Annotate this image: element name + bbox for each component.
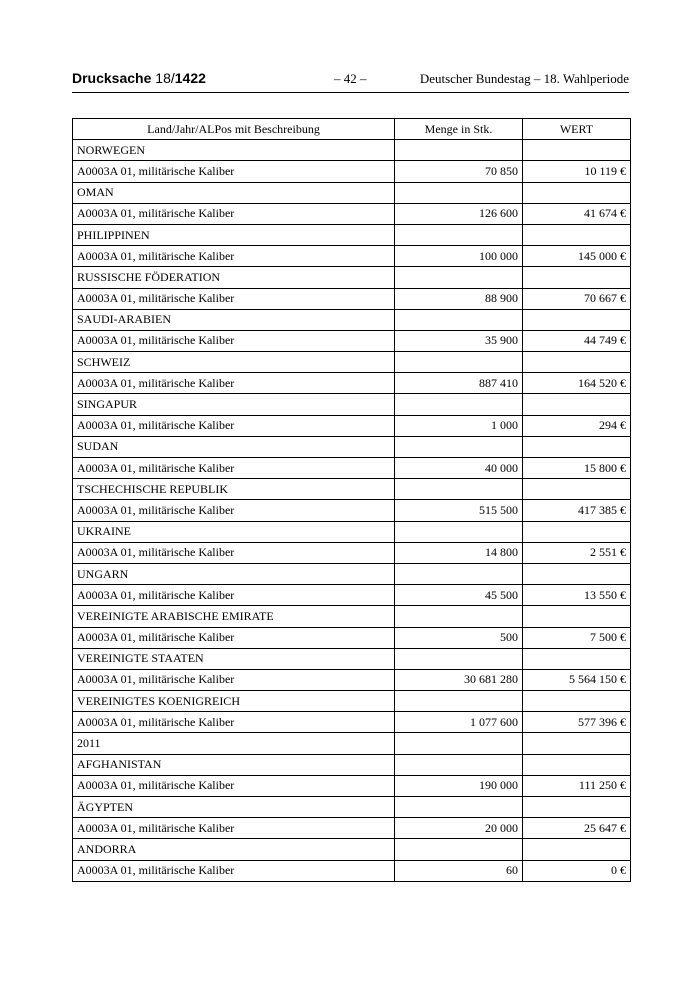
cell-description: TSCHECHISCHE REPUBLIK [73, 479, 395, 500]
cell-quantity [395, 224, 523, 245]
cell-quantity [395, 733, 523, 754]
cell-value: 2 551 € [523, 542, 631, 563]
cell-value: 13 550 € [523, 585, 631, 606]
cell-quantity: 100 000 [395, 246, 523, 267]
cell-description: PHILIPPINEN [73, 224, 395, 245]
cell-value: 0 € [523, 860, 631, 881]
table-row [73, 733, 631, 754]
cell-description: RUSSISCHE FÖDERATION [73, 267, 395, 288]
cell-quantity: 14 800 [395, 542, 523, 563]
cell-quantity: 515 500 [395, 500, 523, 521]
cell-description: A0003A 01, militärische Kaliber [73, 458, 395, 479]
table-row [73, 860, 631, 881]
cell-description: A0003A 01, militärische Kaliber [73, 627, 395, 648]
cell-quantity [395, 606, 523, 627]
cell-quantity [395, 140, 523, 161]
cell-description: VEREINIGTE STAATEN [73, 648, 395, 669]
page-header [72, 70, 629, 93]
table-row [73, 373, 631, 394]
cell-description: NORWEGEN [73, 140, 395, 161]
cell-value [523, 182, 631, 203]
document-reference [72, 70, 206, 86]
cell-quantity [395, 479, 523, 500]
cell-value: 70 667 € [523, 288, 631, 309]
cell-quantity [395, 309, 523, 330]
table-row [73, 648, 631, 669]
cell-quantity: 126 600 [395, 203, 523, 224]
cell-description: ÄGYPTEN [73, 797, 395, 818]
cell-value [523, 479, 631, 500]
table-row [73, 309, 631, 330]
column-header-quantity: Menge in Stk. [395, 119, 523, 140]
table-row [73, 267, 631, 288]
cell-quantity [395, 394, 523, 415]
cell-value: 164 520 € [523, 373, 631, 394]
table-header-row [73, 119, 631, 140]
cell-description: A0003A 01, militärische Kaliber [73, 246, 395, 267]
table-row [73, 585, 631, 606]
cell-quantity [395, 648, 523, 669]
table-row [73, 415, 631, 436]
cell-value [523, 839, 631, 860]
cell-quantity [395, 797, 523, 818]
table-row [73, 669, 631, 690]
cell-quantity: 190 000 [395, 775, 523, 796]
table-row [73, 775, 631, 796]
table-row [73, 330, 631, 351]
cell-quantity [395, 754, 523, 775]
cell-value [523, 754, 631, 775]
cell-description: A0003A 01, militärische Kaliber [73, 669, 395, 690]
cell-value: 294 € [523, 415, 631, 436]
table-row [73, 161, 631, 182]
cell-quantity: 30 681 280 [395, 669, 523, 690]
table-row [73, 288, 631, 309]
cell-value [523, 140, 631, 161]
cell-description: A0003A 01, militärische Kaliber [73, 415, 395, 436]
cell-value [523, 436, 631, 457]
cell-value [523, 733, 631, 754]
cell-value [523, 563, 631, 584]
table-row [73, 627, 631, 648]
cell-quantity: 70 850 [395, 161, 523, 182]
table-row [73, 797, 631, 818]
cell-value [523, 224, 631, 245]
cell-quantity [395, 267, 523, 288]
cell-value [523, 352, 631, 373]
institution-label: Deutscher Bundestag – 18. Wahlperiode [419, 71, 629, 86]
cell-value: 417 385 € [523, 500, 631, 521]
cell-description: A0003A 01, militärische Kaliber [73, 500, 395, 521]
table-row [73, 458, 631, 479]
table-row [73, 542, 631, 563]
cell-value: 25 647 € [523, 818, 631, 839]
cell-description: A0003A 01, militärische Kaliber [73, 860, 395, 881]
table-row [73, 521, 631, 542]
cell-description: A0003A 01, militärische Kaliber [73, 373, 395, 394]
cell-quantity [395, 436, 523, 457]
table-row [73, 754, 631, 775]
table-row [73, 606, 631, 627]
cell-value: 44 749 € [523, 330, 631, 351]
cell-description: SCHWEIZ [73, 352, 395, 373]
cell-value: 5 564 150 € [523, 669, 631, 690]
table-body [73, 140, 631, 882]
cell-value: 145 000 € [523, 246, 631, 267]
table-row [73, 436, 631, 457]
cell-value: 577 396 € [523, 712, 631, 733]
doc-label: Drucksache [72, 70, 152, 86]
cell-description: UNGARN [73, 563, 395, 584]
table-row [73, 691, 631, 712]
cell-description: A0003A 01, militärische Kaliber [73, 542, 395, 563]
cell-description: A0003A 01, militärische Kaliber [73, 288, 395, 309]
cell-quantity: 88 900 [395, 288, 523, 309]
cell-description: AFGHANISTAN [73, 754, 395, 775]
cell-value [523, 309, 631, 330]
cell-description: A0003A 01, militärische Kaliber [73, 818, 395, 839]
export-table [72, 118, 631, 882]
cell-description: SUDAN [73, 436, 395, 457]
column-header-description: Land/Jahr/ALPos mit Beschreibung [73, 119, 395, 140]
cell-quantity: 20 000 [395, 818, 523, 839]
doc-number-plain: 18/ [155, 70, 175, 86]
cell-description: A0003A 01, militärische Kaliber [73, 585, 395, 606]
cell-description: A0003A 01, militärische Kaliber [73, 775, 395, 796]
cell-quantity: 500 [395, 627, 523, 648]
page-number: – 42 – [334, 71, 367, 86]
table-row [73, 246, 631, 267]
cell-value: 15 800 € [523, 458, 631, 479]
cell-quantity: 45 500 [395, 585, 523, 606]
table-row [73, 839, 631, 860]
cell-description: OMAN [73, 182, 395, 203]
cell-description: A0003A 01, militärische Kaliber [73, 203, 395, 224]
table-row [73, 203, 631, 224]
table-row [73, 224, 631, 245]
cell-quantity [395, 563, 523, 584]
table-row [73, 500, 631, 521]
cell-value [523, 606, 631, 627]
cell-description: SINGAPUR [73, 394, 395, 415]
table-row [73, 394, 631, 415]
cell-description: ANDORRA [73, 839, 395, 860]
cell-value [523, 267, 631, 288]
cell-quantity [395, 691, 523, 712]
cell-description: SAUDI-ARABIEN [73, 309, 395, 330]
cell-description: VEREINIGTES KOENIGREICH [73, 691, 395, 712]
cell-value [523, 521, 631, 542]
cell-quantity [395, 352, 523, 373]
cell-value [523, 797, 631, 818]
cell-description: 2011 [73, 733, 395, 754]
cell-description: A0003A 01, militärische Kaliber [73, 712, 395, 733]
cell-description: VEREINIGTE ARABISCHE EMIRATE [73, 606, 395, 627]
cell-value: 10 119 € [523, 161, 631, 182]
cell-quantity: 887 410 [395, 373, 523, 394]
cell-value: 7 500 € [523, 627, 631, 648]
cell-quantity: 60 [395, 860, 523, 881]
cell-value [523, 691, 631, 712]
cell-quantity: 1 000 [395, 415, 523, 436]
cell-description: UKRAINE [73, 521, 395, 542]
cell-quantity [395, 182, 523, 203]
cell-description: A0003A 01, militärische Kaliber [73, 161, 395, 182]
table-row [73, 818, 631, 839]
cell-quantity: 40 000 [395, 458, 523, 479]
table-row [73, 479, 631, 500]
table-row [73, 712, 631, 733]
cell-value: 41 674 € [523, 203, 631, 224]
table-row [73, 352, 631, 373]
doc-number-bold: 1422 [174, 70, 206, 86]
cell-description: A0003A 01, militärische Kaliber [73, 330, 395, 351]
column-header-value: WERT [523, 119, 631, 140]
cell-value [523, 648, 631, 669]
table-row [73, 140, 631, 161]
cell-quantity [395, 839, 523, 860]
table-row [73, 182, 631, 203]
cell-quantity: 35 900 [395, 330, 523, 351]
cell-value [523, 394, 631, 415]
cell-value: 111 250 € [523, 775, 631, 796]
table-row [73, 563, 631, 584]
cell-quantity [395, 521, 523, 542]
cell-quantity: 1 077 600 [395, 712, 523, 733]
